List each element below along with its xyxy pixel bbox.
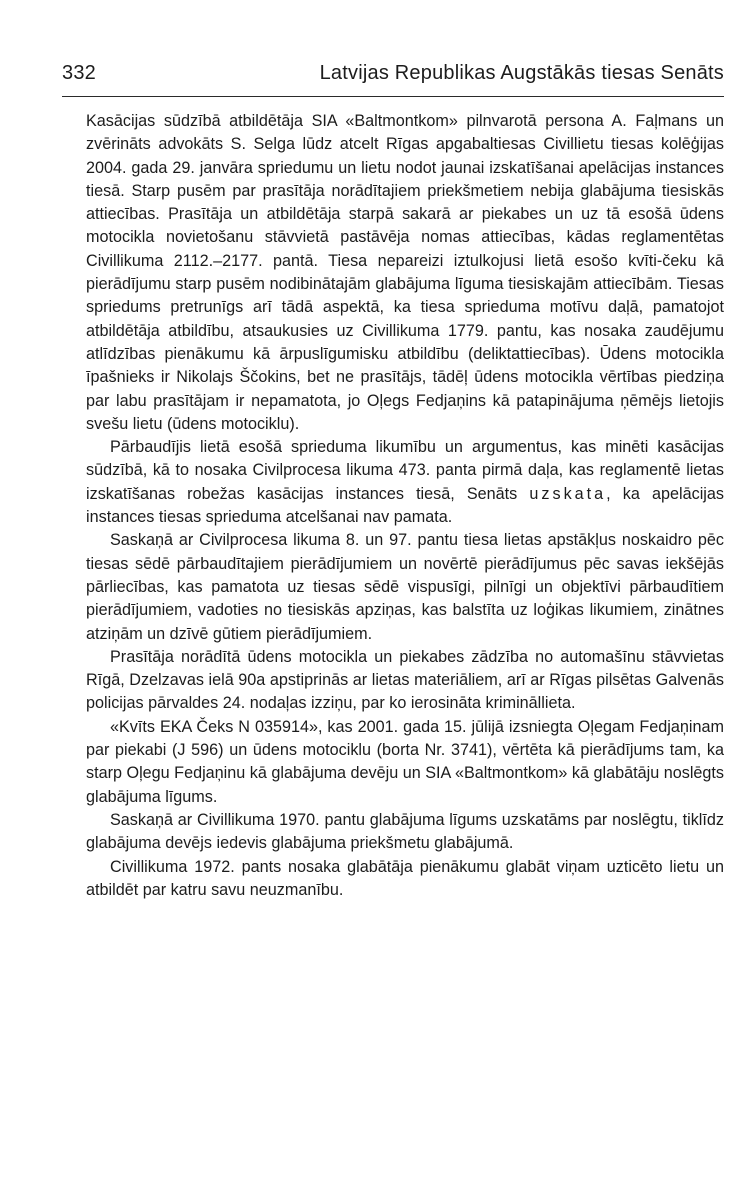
spaced-word-uzskata: uzskata <box>529 484 607 503</box>
page-header <box>62 62 724 98</box>
paragraph-civil-procedure: Saskaņā ar Civilprocesa likuma 8. un 97. pantu tiesa lietas apstākļus noskaidro pēc tiesas sēdē pārbaudītajiem pierādījumiem un novērtē pierādījumus pēc savas iekšējās pārliecības, kas pamatota uz tiesas sēdē vispusīgi, pilnīgi un objektīvi pārbaudītiem pierādījumiem, vadoties no tiesiskās apziņas, kas balstīta uz loģikas likumiem, zinātnes atziņām un dzīvē gūtiem pierādījumiem. <box>86 531 724 643</box>
body-text <box>86 110 724 902</box>
paragraph-senate-finding-start: Pārbaudījis lietā esošā sprieduma likumību un argumentus, kas minēti kasācijas sūdzībā, kā to nosaka Civilprocesa likuma 473. panta pirmā daļa, kas reglamentē lietas izskatīšanas robežas kasācijas instances tiesā, Senāts <box>86 438 724 503</box>
running-title: Latvijas Republikas Augstākās tiesas Senāts <box>319 62 724 84</box>
page-number: 332 <box>62 62 96 84</box>
paragraph-theft: Prasītāja norādītā ūdens motocikla un piekabes zādzība no automašīnu stāvvietas Rīgā, Dzelzavas ielā 90a apstiprinās ar lietas materiāliem, arī ar Rīgas pilsētas Galvenās policijas pārvaldes 24. nodaļas izziņu, par ko ierosināta krimināllieta. <box>86 647 724 713</box>
paragraph-receipt: «Kvīts EKA Čeks N 035914», kas 2001. gada 15. jūlijā izsniegta Oļegam Fedjaņinam par piekabi (J 596) un ūdens motociklu (borta Nr. 3741), vērtēta kā pierādījums tam, ka starp Oļegu Fedjaņinu kā glabājuma devēju un SIA «Baltmontkom» kā glabātāju noslēgts glabājuma līgums. <box>86 717 725 806</box>
paragraph-cassation-complaint: Kasācijas sūdzībā atbildētāja SIA «Baltmontkom» pilnvarotā persona A. Faļmans un zvērināts advokāts S. Selga lūdz atcelt Rīgas apgabaltiesas Civillietu tiesas kolēģijas 2004. gada 29. janvāra spriedumu un lietu nodot jaunai izskatīšanai apelācijas instances tiesā. Starp pusēm par prasītāja norādītajiem priekšmetiem nebija glabājuma tiesiskās attiecības. Prasītāja un atbildētāja starpā sakarā ar piekabes un uz tā esošā ūdens motocikla novietošanu stāvvietā pastāvēja nomas attiecības, kādas reglamentētas Civillikuma 2112.–2177. pantā. Tiesa nepareizi iztulkojusi lietā esošo kvīti-čeku kā pierādījumu starp pusēm nodibinātajām glabājuma līguma tiesiskajām attiecībām. Tiesas spriedums pretrunīgs arī tādā aspektā, ka tiesa sprieduma motīvu daļā, pamatojot atbildētāja atbildību, atsaukusies uz Civillikuma 1779. pantu, kas nosaka zaudējumu atlīdzības pienākumu kā ārpuslīgumisku atbildību (deliktattiecības). Ūdens motocikla īpašnieks ir Nikolajs Ščokins, bet ne prasītājs, tādēļ ūdens motocikla vērtības piedziņa par labu prasītājam ir nepamatota, jo Oļegs Fedjaņins kā patapinājuma ņēmējs lietojis svešu lietu (ūdens motociklu). <box>86 112 724 433</box>
header-divider <box>62 96 724 97</box>
paragraph-article-1970: Saskaņā ar Civillikuma 1970. pantu glabājuma līgums uzskatāms par noslēgtu, tiklīdz glabājuma devējs iedevis glabājuma priekšmetu glabājumā. <box>86 810 724 853</box>
paragraph-senate-finding <box>86 436 724 529</box>
paragraph-article-1972: Civillikuma 1972. pants nosaka glabātāja pienākumu glabāt viņam uzticēto lietu un atbildēt par katru savu neuzmanību. <box>86 857 724 899</box>
paragraph-senate-finding-end: , ka apelācijas instances tiesas sprieduma atcelšanai nav pamata. <box>86 484 724 527</box>
